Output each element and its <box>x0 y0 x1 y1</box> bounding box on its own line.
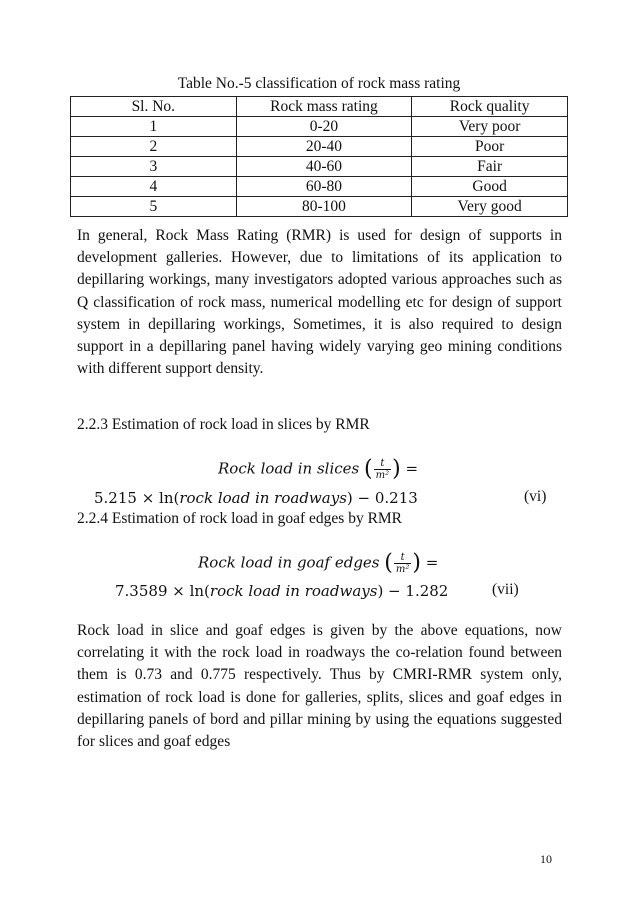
column-header-rock-quality: Rock quality <box>412 97 568 117</box>
table-cell: 40-60 <box>236 157 412 177</box>
table-cell: 1 <box>71 117 237 137</box>
table-row <box>71 197 568 217</box>
rmr-classification-table <box>70 96 568 217</box>
column-header-sl-no: Sl. No. <box>71 97 237 117</box>
table-row <box>71 117 568 137</box>
table-cell: 5 <box>71 197 237 217</box>
table-cell: 2 <box>71 137 237 157</box>
unit-fraction: $\frac{t}{\text{m²}}$ <box>375 458 390 481</box>
section-heading-goaf-edges: 2.2.4 Estimation of rock load in goaf edges by RMR <box>77 510 403 527</box>
equation-argument: rock load in roadways <box>179 489 347 507</box>
table-cell: Poor <box>412 137 568 157</box>
table-cell: 80-100 <box>236 197 412 217</box>
table-header-row <box>71 97 568 117</box>
table-caption: Table No.-5 classification of rock mass rating <box>177 75 461 92</box>
body-paragraph-correlation: Rock load in slice and goaf edges is given by the above equations, now correlating it with the rock load in roadways the co-relation found between them is 0.73 and 0.775 respectively. Thus by CMRI-RMR system only, estimation of rock load is done for galleries, splits, slices and goaf edges in depillaring panels of bord and pillar mining by using the equations suggested for slices and goaf edges <box>77 622 562 751</box>
table-row <box>71 177 568 197</box>
table-row <box>71 157 568 177</box>
table-row <box>71 137 568 157</box>
table-cell: 3 <box>71 157 237 177</box>
equation-number-vi: (vi) <box>524 488 547 505</box>
unit-fraction: $\frac{t}{\text{m²}}$ <box>395 552 410 575</box>
equation-vii-line2: 7.3589 × ln(rock load in roadways) − 1.282 <box>115 582 449 600</box>
table-cell: Very poor <box>412 117 568 137</box>
equation-vi-line1: Rock load in slices ( $\frac{t}{\text{m²}}$ ) = <box>218 456 419 482</box>
table-cell: Very good <box>412 197 568 217</box>
column-header-rock-mass-rating: Rock mass rating <box>236 97 412 117</box>
equation-vi-line2: 5.215 × ln(rock load in roadways) − 0.213 <box>94 489 418 507</box>
equation-vii-line1: Rock load in goaf edges ( $\frac{t}{\text{m²}}$ ) = <box>198 550 439 576</box>
section-heading-slices: 2.2.3 Estimation of rock load in slices by RMR <box>77 416 370 433</box>
table-cell: 0-20 <box>236 117 412 137</box>
table-cell: Good <box>412 177 568 197</box>
page-number: 10 <box>540 852 552 866</box>
body-paragraph-rmr: In general, Rock Mass Rating (RMR) is used for design of supports in development galleries. However, due to limitations of its application to depillaring workings, many investigators adopted various approaches such as Q classification of rock mass, numerical modelling etc for design of support system in depillaring workings, Sometimes, it is also required to design support in a depillaring panel having widely varying geo mining conditions with different support density. <box>77 227 562 378</box>
table-cell: Fair <box>412 157 568 177</box>
equation-number-vii: (vii) <box>492 581 519 598</box>
table-cell: 20-40 <box>236 137 412 157</box>
equation-lhs: Rock load in goaf edges <box>198 553 380 572</box>
table-cell: 60-80 <box>236 177 412 197</box>
equation-lhs: Rock load in slices <box>218 459 360 478</box>
table-cell: 4 <box>71 177 237 197</box>
equation-argument: rock load in roadways <box>209 582 378 600</box>
